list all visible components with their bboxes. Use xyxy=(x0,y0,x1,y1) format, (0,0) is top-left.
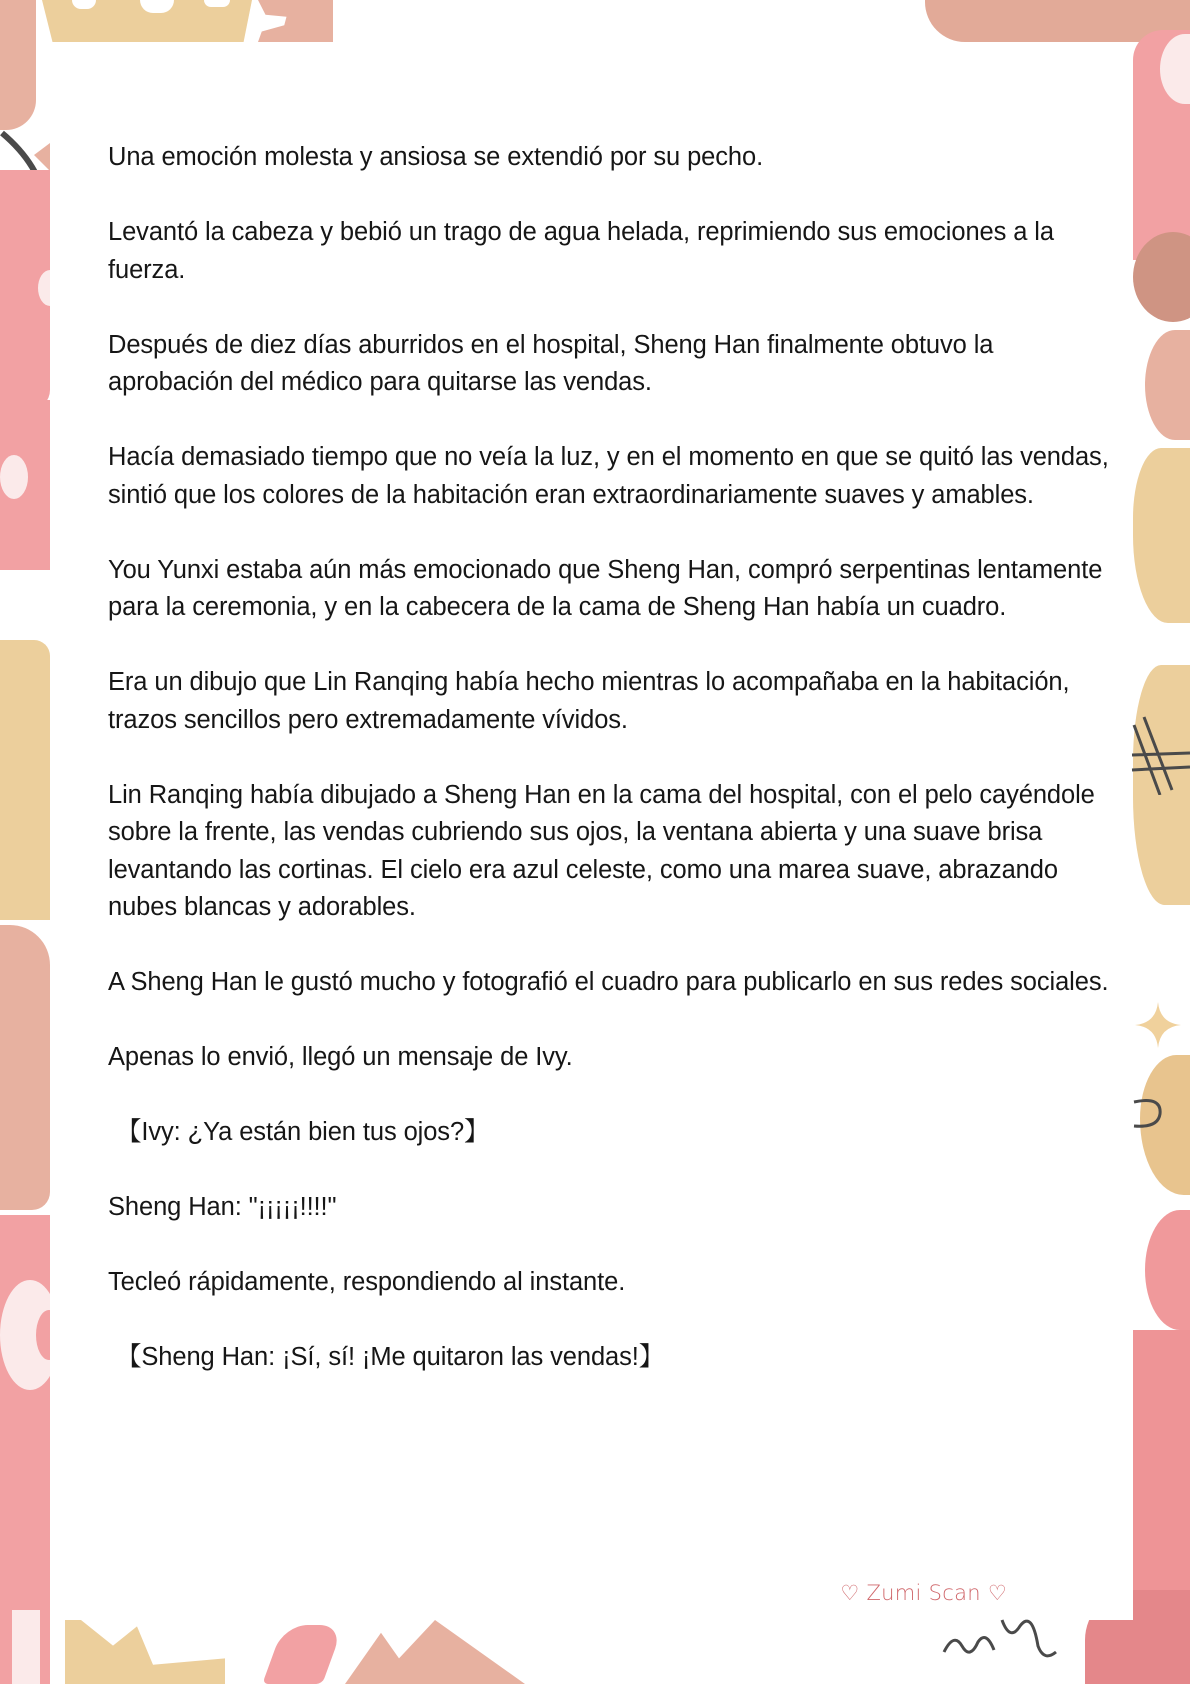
sparkle-icon xyxy=(1133,1000,1183,1050)
paragraph: A Sheng Han le gustó mucho y fotografió el cuadro para publicarlo en sus redes sociales. xyxy=(108,968,1109,996)
paragraph: Lin Ranqing había dibujado a Sheng Han en la cama del hospital, con el pelo cayéndole sobre la frente, las vendas cubriendo sus ojos, la ventana abierta y una suave brisa levantando las cortinas. El cielo era azul celeste, como una marea suave, abrazando nubes blancas y adorables. xyxy=(108,780,1095,921)
left-sand-block xyxy=(0,640,50,920)
right-pink-circle xyxy=(1145,1210,1190,1330)
paragraph: Una emoción molesta y ansiosa se extendió por su pecho. xyxy=(108,143,764,171)
top-salmon-shape xyxy=(258,0,333,42)
bottom-pink-scribble xyxy=(262,1625,343,1684)
document-body xyxy=(108,139,1118,1414)
paragraph: Después de diez días aburridos en el hospital, Sheng Han finalmente obtuvo la aprobación del médico para quitarse las vendas. xyxy=(108,330,994,396)
bottom-left-light xyxy=(12,1610,40,1684)
top-sand-notch-3 xyxy=(204,0,230,7)
ring-scribble-icon xyxy=(1130,1098,1166,1130)
hash-mark-icon xyxy=(1130,715,1190,795)
left-light-oval-2 xyxy=(0,455,28,499)
chat-message-sheng-han: 【Sheng Han: ¡Sí, sí! ¡Me quitaron las vendas!】 xyxy=(116,1343,665,1371)
page-sheet xyxy=(50,42,1133,1620)
chat-message-ivy: 【Ivy: ¿Ya están bien tus ojos?】 xyxy=(116,1118,490,1146)
bottom-sand-shape xyxy=(65,1620,225,1684)
paragraph: Levantó la cabeza y bebió un trago de agua helada, reprimiendo sus emociones a la fuerza. xyxy=(108,218,1054,284)
paragraph: Apenas lo envió, llegó un mensaje de Ivy. xyxy=(108,1043,573,1071)
right-sand-blob-1 xyxy=(1133,448,1190,623)
paragraph: Era un dibujo que Lin Ranqing había hecho mientras lo acompañaba en la habitación, trazos sencillos pero extremadamente vívidos. xyxy=(108,668,1070,734)
top-left-blob xyxy=(0,0,36,130)
paragraph: Hacía demasiado tiempo que no veía la luz, y en el momento en que se quitó las vendas, sintió que los colores de la habitación eran extraordinariamente suaves y amables. xyxy=(108,443,1109,509)
bottom-squiggle-icon xyxy=(940,1612,1080,1672)
paragraph: You Yunxi estaba aún más emocionado que Sheng Han, compró serpentinas lentamente para la ceremonia, y en la cabecera de la cama de Sheng Han había un cuadro. xyxy=(108,555,1103,621)
left-salmon-block xyxy=(0,925,50,1210)
right-salmon-blob xyxy=(1145,330,1190,440)
watermark: ♡ Zumi Scan ♡ xyxy=(840,1581,1007,1605)
dialogue-line: Sheng Han: "¡¡¡¡¡!!!!" xyxy=(108,1193,337,1221)
paragraph: Tecleó rápidamente, respondiendo al instante. xyxy=(108,1268,626,1296)
bottom-salmon-peaks xyxy=(345,1620,525,1684)
